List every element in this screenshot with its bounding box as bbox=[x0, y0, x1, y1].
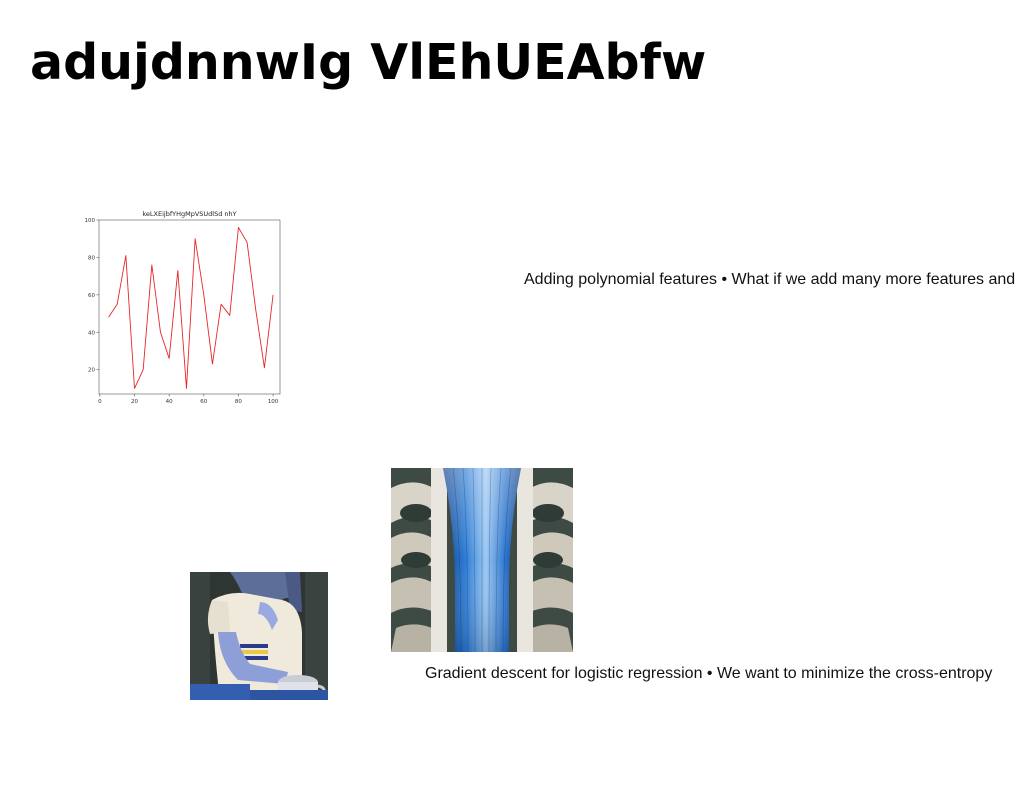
x-tick-label: 0 bbox=[98, 399, 102, 405]
y-tick-label: 20 bbox=[88, 367, 95, 374]
architecture-photo bbox=[391, 468, 573, 652]
line-chart bbox=[82, 207, 287, 410]
y-tick-label: 80 bbox=[88, 255, 95, 262]
y-tick-label: 40 bbox=[88, 330, 95, 337]
y-tick-label: 60 bbox=[88, 292, 95, 299]
x-tick-label: 20 bbox=[131, 399, 139, 405]
caption-polynomial-features: Adding polynomial features • What if we add many more features and bbox=[524, 271, 1016, 288]
slide-title: adujdnnwIg VlEhUEAbfw bbox=[30, 34, 707, 91]
y-tick-label: 100 bbox=[84, 218, 95, 224]
line-chart-svg bbox=[82, 207, 287, 410]
chart-frame bbox=[99, 220, 280, 394]
x-tick-label: 100 bbox=[267, 399, 279, 405]
x-tick-label: 40 bbox=[165, 399, 173, 405]
x-tick-label: 80 bbox=[234, 399, 242, 405]
person-with-mug-photo bbox=[190, 572, 328, 700]
chart-title: keLXEijbfYHgMpVSUdlSd nhY bbox=[142, 210, 237, 218]
caption-gradient-descent: Gradient descent for logistic regression • We want to minimize the cross-entropy bbox=[425, 665, 993, 682]
series-line bbox=[109, 227, 274, 388]
x-tick-label: 60 bbox=[200, 399, 208, 405]
